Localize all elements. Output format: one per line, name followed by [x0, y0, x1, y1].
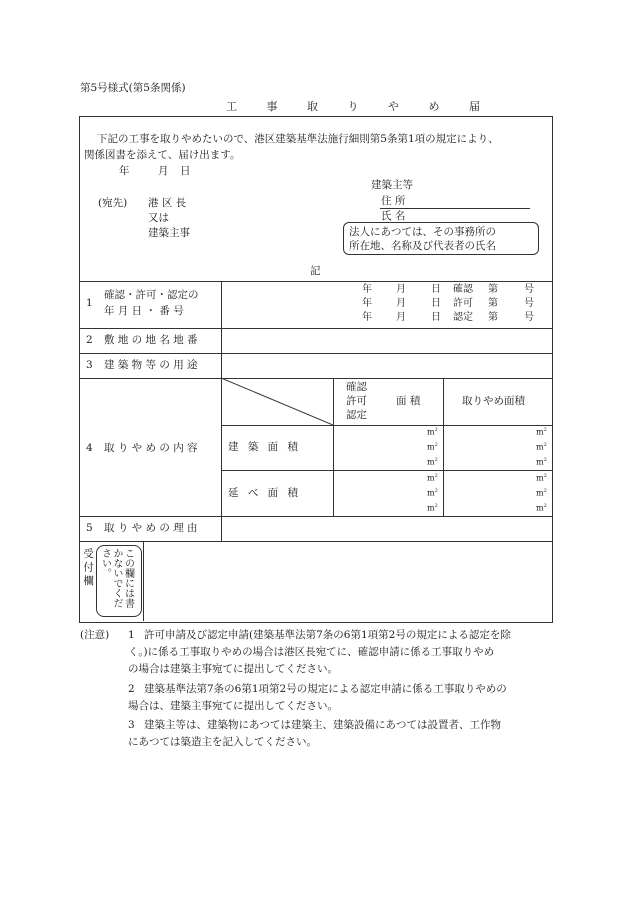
ki-label: 記: [310, 265, 321, 277]
addressee-or: 又は: [148, 212, 169, 224]
row-4-number: 4: [86, 442, 93, 454]
form-number: 第5号様式(第5条関係): [80, 82, 186, 94]
note-1-number: 1: [128, 629, 135, 641]
unit-sup: 2: [543, 457, 547, 463]
entry-day: 日: [431, 312, 441, 323]
unit-label: [427, 428, 438, 437]
area-head-area: 面 積: [396, 395, 421, 407]
row-5-number: 5: [86, 522, 93, 534]
table-top-line: [79, 281, 552, 282]
row-3-number: 3: [86, 359, 93, 371]
unit-label: [427, 504, 438, 513]
name-field[interactable]: [420, 208, 530, 222]
unit-sup: 2: [434, 503, 438, 509]
date-year: 年: [119, 165, 130, 177]
area-head-cancel: 取りやめ面積: [462, 395, 525, 407]
unit-label: [427, 443, 438, 452]
row-1-label-line-2: 年 月 日 ・ 番 号: [104, 305, 184, 317]
entry-dai: 第: [488, 298, 498, 309]
entry-kind: 許可: [453, 298, 473, 309]
unit-m: m: [536, 457, 544, 467]
note-2-line-1: 建築基準法第7条の6第1項第2号の規定による認定申請に係る工事取りやめの: [144, 683, 507, 695]
building-area-cancel-field[interactable]: [444, 426, 551, 469]
total-floor-area-label: 延 べ 面 積: [228, 487, 302, 499]
cancel-reason-field[interactable]: [222, 517, 551, 540]
unit-m: m: [427, 457, 435, 467]
unit-label: [536, 458, 547, 467]
row-5-label: 取 り や め の 理 由: [104, 522, 198, 534]
address-field[interactable]: [420, 193, 530, 207]
intro-line-2: 関係図書を添えて、届け出ます。: [84, 149, 241, 161]
unit-sup: 2: [434, 442, 438, 448]
entry-day: 日: [431, 298, 441, 309]
addressee-label: (宛先): [98, 197, 128, 209]
unit-sup: 2: [434, 488, 438, 494]
note-3-line-2: にあつては築造主を記入してください。: [128, 736, 317, 748]
unit-m: m: [427, 488, 435, 498]
floor-area-approved-field[interactable]: [334, 471, 442, 515]
applicant-name-label: 氏 名: [381, 210, 406, 222]
entry-go: 号: [524, 312, 534, 323]
row-2-number: 2: [86, 334, 93, 346]
area-head-confirm: 確認: [346, 381, 367, 393]
unit-m: m: [427, 427, 435, 437]
unit-sup: 2: [543, 427, 547, 433]
building-area-approved-field[interactable]: [334, 426, 442, 469]
entry-day: 日: [431, 284, 441, 295]
unit-m: m: [427, 473, 435, 483]
unit-label: [536, 489, 547, 498]
unit-sup: 2: [434, 457, 438, 463]
unit-label: [427, 458, 438, 467]
unit-label: [536, 504, 547, 513]
intro-line-1: 下記の工事を取りやめたいので、港区建築基準法施行細則第5条第1項の規定により、: [97, 133, 499, 145]
corp-note-line-1: 法人にあつては、その事務所の: [349, 226, 496, 238]
unit-m: m: [536, 488, 544, 498]
reception-note: この欄には書かないでください。: [99, 548, 134, 608]
entry-year: 年: [362, 312, 372, 323]
entry-month: 月: [396, 298, 406, 309]
unit-sup: 2: [434, 427, 438, 433]
entry-year: 年: [362, 284, 372, 295]
unit-label: [536, 474, 547, 483]
unit-sup: 2: [543, 442, 547, 448]
note-3-line-1: 建築主等は、建築物にあつては建築主、建築設備にあつては設置者、工作物: [144, 719, 501, 731]
form-title: 工 事 取 り や め 届: [226, 100, 493, 113]
row-1-number: 1: [86, 297, 93, 309]
unit-sup: 2: [543, 488, 547, 494]
entry-dai: 第: [488, 312, 498, 323]
entry-year: 年: [362, 298, 372, 309]
row-1-label-line-1: 確認・許可・認定の: [104, 289, 199, 301]
reception-label: 受付欄: [82, 548, 95, 589]
note-3-number: 3: [128, 719, 135, 731]
entry-dai: 第: [488, 284, 498, 295]
note-1-line-1: 許可申請及び認定申請(建築基準法第7条の6第1項第2号の規定による認定を除: [144, 629, 511, 641]
entry-kind: 確認: [453, 284, 473, 295]
unit-label: [427, 489, 438, 498]
row-2-label: 敷 地 の 地 名 地 番: [104, 334, 198, 346]
note-1-line-2: く。)に係る工事取りやめの場合は港区長宛てに、確認申請に係る工事取りやめ: [128, 646, 495, 658]
building-use-field[interactable]: [222, 354, 551, 377]
area-head-certify: 認定: [346, 409, 367, 421]
entry-go: 号: [524, 298, 534, 309]
area-head-permit: 許可: [346, 395, 367, 407]
building-area-label: 建 築 面 積: [228, 441, 302, 453]
unit-m: m: [536, 473, 544, 483]
unit-label: [536, 443, 547, 452]
entry-month: 月: [396, 284, 406, 295]
entry-go: 号: [524, 284, 534, 295]
applicant-address-label: 住 所: [381, 195, 406, 207]
date-month: 月: [158, 165, 169, 177]
diagonal-header-cell: [221, 378, 333, 425]
applicant-heading: 建築主等: [371, 179, 413, 191]
row-4-label: 取 り や め の 内 容: [104, 442, 198, 454]
note-2-line-2: 場合は、建築主事宛てに提出してください。: [128, 700, 338, 712]
notes-label: (注意): [80, 629, 110, 641]
unit-m: m: [536, 427, 544, 437]
unit-m: m: [427, 442, 435, 452]
floor-area-cancel-field[interactable]: [444, 471, 551, 515]
corp-note-line-2: 所在地、名称及び代表者の氏名: [349, 240, 496, 252]
note-1-line-3: の場合は建築主事宛てに提出してください。: [128, 663, 338, 675]
unit-label: [427, 474, 438, 483]
unit-label: [536, 428, 547, 437]
unit-m: m: [536, 442, 544, 452]
site-address-field[interactable]: [222, 329, 551, 352]
unit-sup: 2: [434, 473, 438, 479]
unit-m: m: [536, 503, 544, 513]
reception-divider: [143, 541, 144, 621]
unit-m: m: [427, 503, 435, 513]
entry-kind: 認定: [453, 312, 473, 323]
unit-sup: 2: [543, 473, 547, 479]
unit-sup: 2: [543, 503, 547, 509]
row-3-label: 建 築 物 等 の 用 途: [104, 359, 198, 371]
row-line-5: [79, 541, 552, 542]
addressee-mayor: 港 区 長: [148, 197, 187, 209]
date-day: 日: [180, 165, 191, 177]
addressee-builder: 建築主事: [148, 227, 190, 239]
note-2-number: 2: [128, 683, 135, 695]
entry-month: 月: [396, 312, 406, 323]
